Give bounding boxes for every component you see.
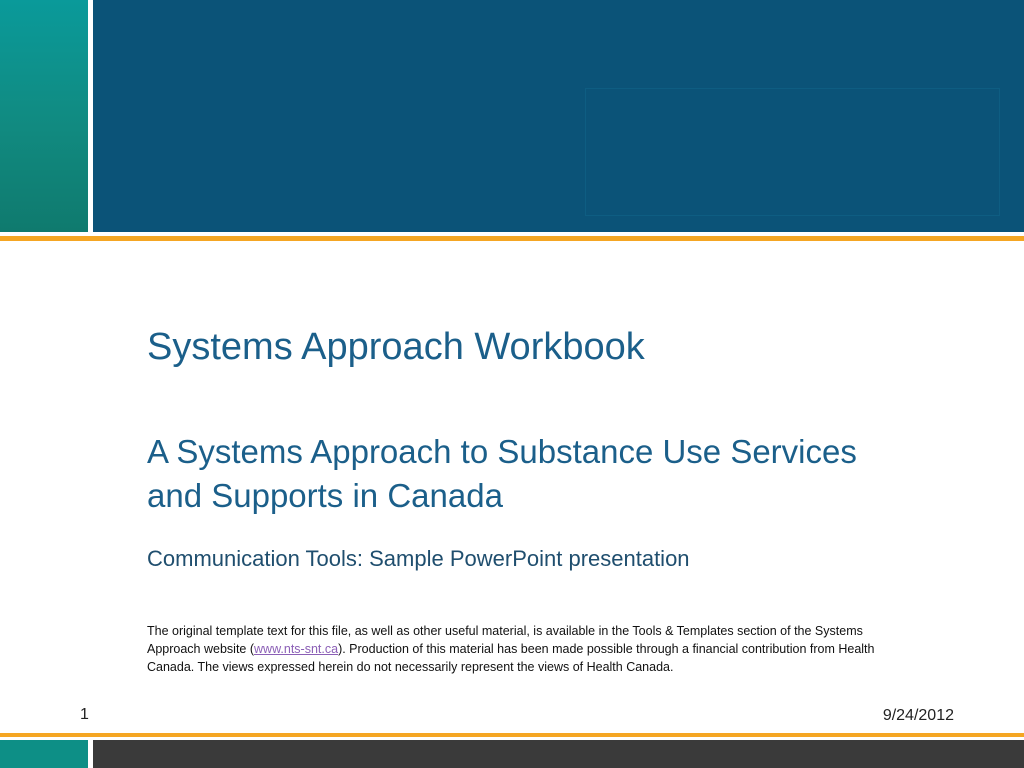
slide-date: 9/24/2012 xyxy=(882,707,954,724)
slide-number: 1 xyxy=(80,706,89,723)
header-orange-stripe xyxy=(0,236,1024,241)
header-teal-block xyxy=(0,0,88,232)
header-inset-frame xyxy=(585,88,1000,216)
slide-tagline: Communication Tools: Sample PowerPoint presentation xyxy=(147,546,690,571)
slide-subtitle: A Systems Approach to Substance Use Services and Supports in Canada xyxy=(147,433,857,514)
slide-title: Systems Approach Workbook xyxy=(147,326,645,368)
footer-dark-band xyxy=(93,740,1024,768)
disclaimer-part1: The original template text for this file, as well as other useful material, is available in the Tools & Templates section of the Systems Approach website ( xyxy=(147,624,863,656)
website-link[interactable]: www.nts-snt.ca xyxy=(254,642,339,656)
footer-teal-block xyxy=(0,740,88,768)
disclaimer-text xyxy=(147,622,889,676)
disclaimer-part2: ). Production of this material has been made possible through a financial contribution from Health Canada. The views expressed herein do not necessarily represent the views of Health Canada. xyxy=(147,642,875,674)
